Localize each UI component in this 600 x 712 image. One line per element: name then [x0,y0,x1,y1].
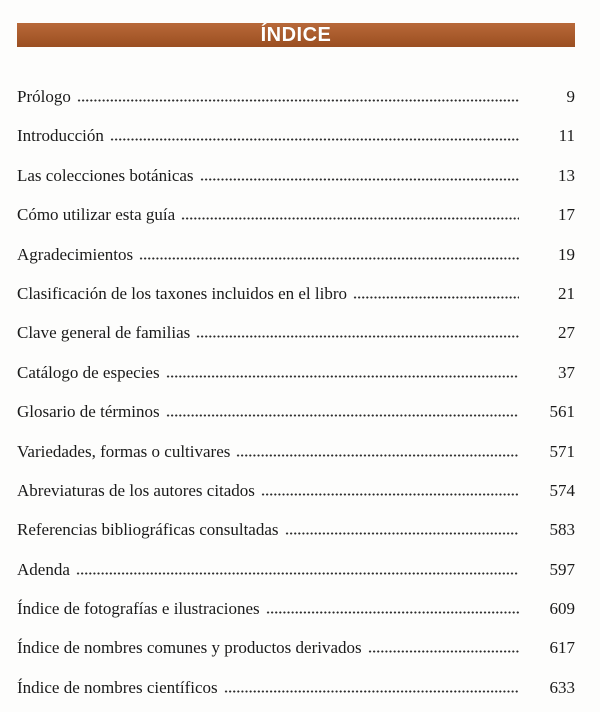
dot-leader [353,287,519,299]
toc-entry-page: 571 [549,441,575,461]
toc-entry-label: Índice de nombres científicos [17,677,218,697]
toc-entry-label: Referencias bibliográficas consultadas [17,520,279,540]
toc-entry [17,77,575,116]
toc-entry-label: Introducción [17,126,104,146]
dot-leader [236,445,519,457]
toc-entry [17,235,575,274]
toc-entry-label: Cómo utilizar esta guía [17,205,176,225]
page-title: ÍNDICE [260,24,332,46]
dot-leader [166,366,519,378]
toc-entry [17,432,575,471]
toc-entry-page: 574 [549,480,575,500]
toc-entry [17,668,575,707]
dot-leader [196,326,519,338]
dot-leader [368,641,519,653]
toc-entry-page: 609 [549,599,575,619]
dot-leader [200,169,519,181]
dot-leader [266,602,519,614]
dot-leader [139,248,519,260]
toc-entry [17,550,575,589]
dot-leader [110,129,519,141]
toc-entry-page: 19 [558,244,575,264]
toc-entry-label: Glosario de términos [17,402,160,422]
toc-entry [17,589,575,628]
toc-entry-label: Índice de nombres comunes y productos derivados [17,638,362,658]
toc-entry-page: 13 [558,165,575,185]
toc-entry [17,313,575,352]
toc-entry-page: 617 [549,638,575,658]
dot-leader [261,484,519,496]
header-bar [17,23,575,47]
toc-entry [17,353,575,392]
toc-entry-page: 17 [558,205,575,225]
toc-entry-label: Agradecimientos [17,244,134,264]
toc-entry-page: 21 [558,283,575,303]
toc-entry-label: Clave general de familias [17,323,191,343]
toc-entry-page: 27 [558,323,575,343]
toc-entry-page: 9 [566,87,575,106]
dot-leader [224,681,519,693]
toc-entry-page: 11 [558,126,575,146]
toc-entry [17,628,575,667]
toc-entry-label: Abreviaturas de los autores citados [17,480,255,500]
table-of-contents [17,77,575,707]
toc-entry-label: Catálogo de especies [17,362,160,382]
toc-entry-page: 597 [549,559,575,579]
toc-entry-page: 633 [549,677,575,697]
toc-entry [17,156,575,195]
toc-entry [17,116,575,155]
toc-entry [17,195,575,234]
toc-entry-label: Índice de fotografías e ilustraciones [17,599,260,619]
toc-entry-page: 583 [549,520,575,540]
toc-entry [17,392,575,431]
toc-entry [17,510,575,549]
toc-entry-label: Prólogo [17,87,71,106]
toc-entry-label: Las colecciones botánicas [17,165,194,185]
toc-entry [17,471,575,510]
dot-leader [166,405,519,417]
toc-entry-label: Adenda [17,559,70,579]
toc-entry-page: 37 [558,362,575,382]
dot-leader [77,90,519,102]
dot-leader [285,523,519,535]
dot-leader [181,208,519,220]
toc-entry-label: Clasificación de los taxones incluidos en el libro [17,283,348,303]
toc-entry-page: 561 [549,402,575,422]
toc-entry [17,274,575,313]
dot-leader [76,563,519,575]
toc-entry-label: Variedades, formas o cultivares [17,441,231,461]
